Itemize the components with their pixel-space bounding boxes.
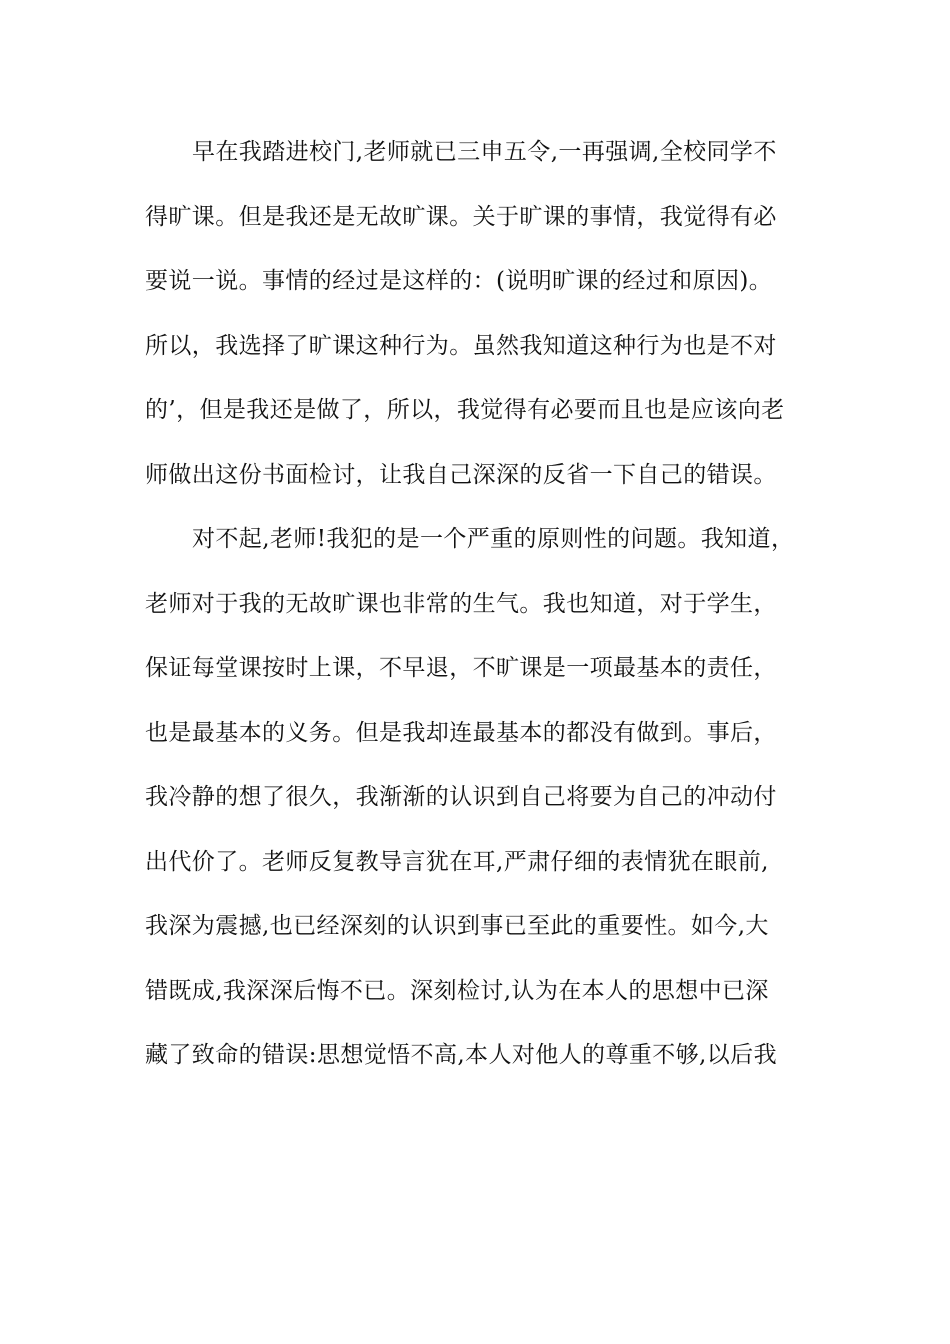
paragraph-2-line-9: 藏了致命的错误:思想觉悟不高,本人对他人的尊重不够,以后我 — [145, 1042, 777, 1068]
paragraph-2-line-6: 出代价了。老师反复教导言犹在耳,严肃仔细的表情犹在眼前, — [145, 848, 769, 875]
paragraph-2-line-2: 老师对于我的无故旷课也非常的生气。我也知道，对于学生， — [145, 590, 777, 617]
paragraph-2-line-3: 保证每堂课按时上课，不早退，不旷课是一项最基本的责任， — [145, 655, 777, 681]
paragraph-2-line-7: 我深为震撼,也已经深刻的认识到事已至此的重要性。如今,大 — [145, 913, 769, 939]
paragraph-2-line-4: 也是最基本的义务。但是我却连最基本的都没有做到。事后， — [145, 719, 777, 746]
paragraph-2-line-1: 对不起,老师!我犯的是一个严重的原则性的问题。我知道， — [192, 526, 795, 552]
paragraph-2-line-5: 我冷静的想了很久，我渐渐的认识到自己将要为自己的冲动付 — [145, 784, 777, 810]
paragraph-1-line-5: 的’，但是我还是做了，所以，我觉得有必要而且也是应该向老 — [145, 397, 785, 423]
paragraph-1-line-3: 要说一说。事情的经过是这样的：(说明旷课的经过和原因)。 — [145, 268, 773, 294]
paragraph-1-line-6: 师做出这份书面检讨，让我自己深深的反省一下自己的错误。 — [145, 461, 777, 488]
paragraph-1-line-2: 得旷课。但是我还是无故旷课。关于旷课的事情，我觉得有必 — [145, 203, 777, 230]
paragraph-1-line-1: 早在我踏进校门,老师就已三申五令,一再强调,全校同学不 — [192, 139, 777, 165]
document-body — [145, 130, 810, 1098]
paragraph-1-line-4: 所以，我选择了旷课这种行为。虽然我知道这种行为也是不对 — [145, 332, 777, 359]
paragraph-2-line-8: 错既成,我深深后悔不已。深刻检讨,认为在本人的思想中已深 — [145, 977, 769, 1004]
